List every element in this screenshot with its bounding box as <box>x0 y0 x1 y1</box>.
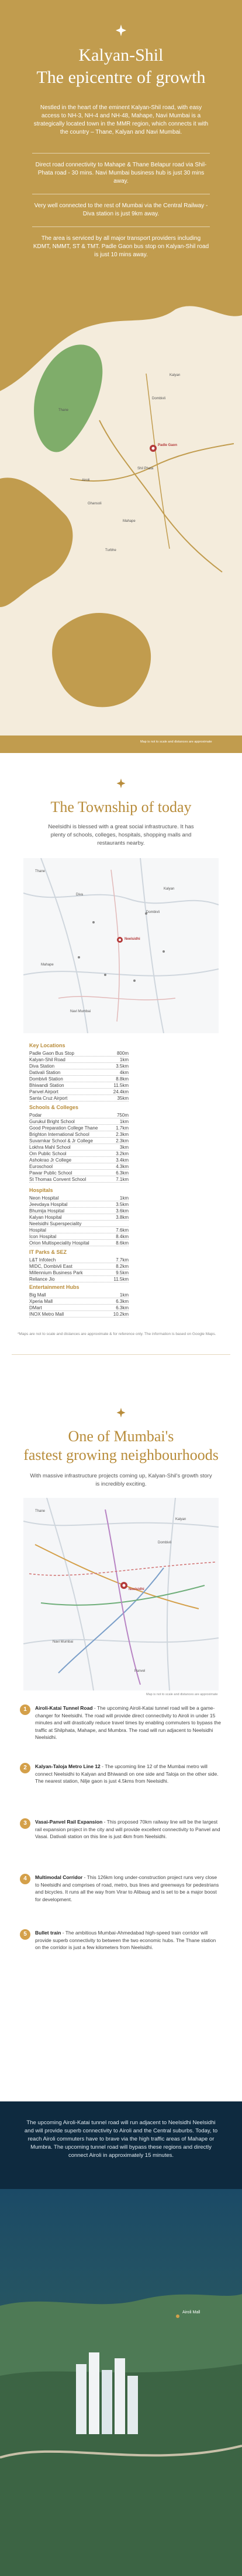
list-item-name: Good Preparation College Thane <box>29 1125 99 1131</box>
list-item <box>29 1264 129 1269</box>
list-item-value: 1km <box>118 1292 129 1298</box>
growth-item-title: Vasai-Panvel Rail Expansion <box>35 1819 103 1825</box>
list-item-value: 10.2km <box>112 1312 129 1317</box>
growth-item-text: - The upcoming line 12 of the Mumbai metro will connect Neelsidhi to Kalyan and Bhiwandi on one side and Taloja on the other side. The nearest station, Nilje gaon is just 4.5kms from Neelsidhi. <box>35 1763 219 1784</box>
list-item-name: Hospital <box>29 1228 48 1233</box>
list-item-value: 3.5km <box>114 1202 129 1207</box>
list-item-name: Lokhra Mahl School <box>29 1145 72 1150</box>
list-item <box>29 1234 129 1239</box>
key-locations-heading: Key Locations <box>29 1043 65 1048</box>
list-item-name: Pawar Public School <box>29 1170 74 1176</box>
t-map-diva: Diva <box>76 893 84 897</box>
leader-dots <box>29 1226 129 1227</box>
list-item-value: 11.5km <box>112 1083 129 1088</box>
list-item-name: St Thomas Convent School <box>29 1177 88 1182</box>
list-item-value: 1.7km <box>114 1125 129 1131</box>
leader-dots <box>29 1310 129 1311</box>
list-item <box>29 1277 129 1282</box>
list-item-name: Orion Multispeciality Hospital <box>29 1240 91 1246</box>
growth-item-text: - This 126km long under-construction project runs very close to Neelsidhi and comprises of road, metro, bus lines and greenways for pedestrians and bicycles. It runs all the way from Virar to Alibaug and is set to be a major boost for development. <box>35 1874 219 1902</box>
list-item-value: 2.3km <box>114 1138 129 1144</box>
logo-icon <box>115 1407 127 1418</box>
list-item <box>29 1299 129 1304</box>
list-item-name: Kalyan Hospital <box>29 1215 64 1220</box>
map-label-airoli: Airoli <box>82 479 90 482</box>
growth-item-text: - This proposed 70km railway line will be the largest rail expansion project in the city and will provide excellent connectivity to Panvel and Vasai. Dativali station on this line is just 4km from Neelsidhi. <box>35 1819 220 1839</box>
list-item-name: Panvel Airport <box>29 1089 60 1094</box>
list-item-name: Gurukul Bright School <box>29 1119 77 1124</box>
list-item-value: 8.2km <box>114 1264 129 1269</box>
list-item-name: Neelsidhi Superspeciality <box>29 1221 83 1226</box>
hero-intro: Nestled in the heart of the eminent Kalyan-Shil road, with easy access to NH-3, NH-4 and NH-48, Mahape, Navi Mumbai is a strategically located town in the MMR region, which connects it with the country – Thane, Kalyan and Navi Mumbai. <box>33 104 209 135</box>
list-item-name: L&T Infotech <box>29 1257 57 1263</box>
list-item <box>29 1270 129 1275</box>
divider <box>32 226 210 227</box>
t-map-mahape: Mahape <box>41 963 54 967</box>
growth-map-note: Map is not to scale and distances are approximate <box>146 1693 218 1696</box>
township-title: The Township of today <box>50 799 192 815</box>
list-item-value: 800m <box>115 1051 129 1056</box>
leader-dots <box>29 1304 129 1305</box>
list-item <box>29 1119 129 1124</box>
map-label-shil: Shil Phata <box>137 467 154 470</box>
growth-item-text: - The ambitious Mumbai-Ahmedabad high-speed train corridor will provide superb connectivity to between the two economic hubs. The Thane station on the corridor is just a few kilometers from Neelsidhi. <box>35 1930 216 1950</box>
g-map-neelsidhi: Neelsidhi <box>129 1588 144 1591</box>
leader-dots <box>29 1062 129 1063</box>
map-label-turbhe: Turbhe <box>105 549 116 552</box>
map-label-dombivli: Dombivli <box>152 397 166 400</box>
growth-map <box>23 1498 219 1690</box>
list-item <box>29 1151 129 1156</box>
item-number-badge: 4 <box>20 1874 30 1884</box>
list-item-value: 6.3km <box>114 1305 129 1310</box>
hero-subtitle: The epicentre of growth <box>36 68 206 87</box>
list-item-value: 750m <box>115 1113 129 1118</box>
leader-dots <box>29 1094 129 1095</box>
list-item <box>29 1202 129 1207</box>
item-number-badge: 5 <box>20 1929 30 1940</box>
list-item-name: Millennium Business Park <box>29 1270 85 1275</box>
g-map-panvel: Panvel <box>134 1669 146 1673</box>
list-item-name: Suvarnkar School & Jr College <box>29 1138 95 1144</box>
list-item-name: Dombivli Station <box>29 1076 65 1082</box>
list-item <box>29 1070 129 1075</box>
list-item <box>29 1051 129 1056</box>
list-item <box>29 1240 129 1246</box>
list-item-name: Xperia Mall <box>29 1299 54 1304</box>
leader-dots <box>29 1182 129 1183</box>
leader-dots <box>29 1056 129 1057</box>
list-item-name: Icon Hospital <box>29 1234 58 1239</box>
t-map-thane: Thane <box>35 870 46 873</box>
growth-item-title: Kalyan-Taloja Metro Line 12 <box>35 1763 101 1769</box>
growth-title-2: fastest growing neighbourhoods <box>23 1446 219 1463</box>
hero-transport: The area is serviced by all major transport providers including KDMT, NMMT, ST & TMT. Padle Gaon bus stop on Kalyan-Shil road is just 10 mins away. <box>33 235 209 258</box>
footer-label: Airoli Mall <box>182 2310 200 2314</box>
list-item <box>29 1305 129 1310</box>
item-number-badge: 3 <box>20 1818 30 1829</box>
list-item <box>29 1057 129 1062</box>
township-intro: Neelsidhi is blessed with a great social infrastructure. It has plenty of schools, colleges, hospitals, shopping malls and restaurants nearby. <box>48 824 194 846</box>
growth-item <box>35 1763 222 1785</box>
list-item <box>29 1089 129 1094</box>
list-item-value: 8.4km <box>114 1234 129 1239</box>
g-map-thane: Thane <box>35 1510 46 1513</box>
hero-rail: Very well connected to the rest of Mumbai via the Central Railway - Diva station is just 9km away. <box>34 203 208 217</box>
t-map-neelsidhi: Neelsidhi <box>125 937 140 941</box>
list-item-value: 6.3km <box>114 1170 129 1176</box>
logo-icon <box>114 23 128 37</box>
list-item-value: 2.3km <box>114 1132 129 1137</box>
list-item <box>29 1145 129 1150</box>
hero-road: Direct road connectivity to Mahape & Thane Belapur road via Shil-Phata road - 30 mins. Navi Mumbai business hub is just 30 mins away. <box>35 162 207 184</box>
growth-item <box>35 1704 222 1741</box>
township-note: *Maps are not to scale and distances are approximate & for reference only. The information is based on Google Maps. <box>18 1332 216 1336</box>
map-label-padle: Padle Gaon <box>158 444 178 447</box>
list-item-name: Bhumija Hospital <box>29 1208 66 1214</box>
list-item-value: 6.3km <box>114 1299 129 1304</box>
hospitals-heading: Hospitals <box>29 1187 53 1193</box>
schools-heading: Schools & Colleges <box>29 1104 79 1110</box>
list-item <box>29 1083 129 1088</box>
leader-dots <box>29 1275 129 1276</box>
growth-item-title: Airoli-Katai Tunnel Road <box>35 1705 93 1711</box>
g-map-dombivli: Dombivli <box>158 1541 172 1545</box>
map-label-mahape: Mahape <box>123 520 136 523</box>
t-map-dombivli: Dombivli <box>146 911 160 914</box>
leader-dots <box>29 1124 129 1125</box>
list-item <box>29 1221 129 1226</box>
list-item-value: 1km <box>118 1057 129 1062</box>
map-label-thane: Thane <box>58 409 69 412</box>
g-map-kalyan: Kalyan <box>175 1518 186 1521</box>
list-item-name: Reliance Jio <box>29 1277 57 1282</box>
growth-item <box>35 1874 222 1903</box>
list-item <box>29 1164 129 1169</box>
list-item-name: Neon Hospital <box>29 1195 60 1201</box>
footer-text: The upcoming Airoli-Katai tunnel road will run adjacent to Neelsidhi Neelsidhi and will provide superb connectivity to Airoli and the Central suburbs. Today, to reach Airoli commuters have to brave via the high traffic areas of Mahape or Mumbra. The upcoming tunnel road will bypass these regions and directly connect Airoli in approximately 15 minutes. <box>24 2120 218 2159</box>
leader-dots <box>29 1088 129 1089</box>
growth-intro: With massive infrastructure projects coming up, Kalyan-Shil's growth story is incredibly exciting. <box>30 1473 212 1487</box>
list-item-name: Jeevdaya Hospital <box>29 1202 69 1207</box>
list-item <box>29 1158 129 1163</box>
item-number-badge: 1 <box>20 1704 30 1715</box>
list-item-name: Santa Cruz Airport <box>29 1096 69 1101</box>
list-item-name: Padle Gaon Bus Stop <box>29 1051 76 1056</box>
footer-section <box>0 2101 242 2576</box>
growth-section <box>0 1395 242 2101</box>
aerial-illustration <box>0 2189 242 2576</box>
g-map-navi: Navi Mumbai <box>53 1640 74 1644</box>
hero-title: Kalyan-Shil <box>78 46 164 65</box>
list-item <box>29 1064 129 1069</box>
leader-dots <box>29 1137 129 1138</box>
list-item-value: 9.5km <box>114 1270 129 1275</box>
growth-title-1: One of Mumbai's <box>68 1428 174 1445</box>
list-item <box>29 1292 129 1298</box>
t-map-navi: Navi Mumbai <box>70 1010 91 1013</box>
list-item-value: 24.4km <box>112 1089 129 1094</box>
list-item <box>29 1170 129 1176</box>
list-item <box>29 1132 129 1137</box>
list-item-value: 7.6km <box>114 1228 129 1233</box>
list-item-value: 3km <box>118 1145 129 1150</box>
township-section <box>0 753 242 1395</box>
list-item-value: 8.8km <box>114 1076 129 1082</box>
list-item-name: Om Public School <box>29 1151 68 1156</box>
hero-map <box>0 304 242 735</box>
list-item-name: Diva Station <box>29 1064 56 1069</box>
list-item-value: 3.8km <box>114 1215 129 1220</box>
list-item-name: Ashokrao Jr College <box>29 1158 73 1163</box>
list-item-value: 4.3km <box>114 1164 129 1169</box>
growth-item <box>35 1818 222 1841</box>
leader-dots <box>29 1269 129 1270</box>
list-item-name: INOX Metro Mall <box>29 1312 65 1317</box>
list-item-value: 3.2km <box>114 1151 129 1156</box>
list-item <box>29 1138 129 1144</box>
list-item-name: Kalyan-Shil Road <box>29 1057 67 1062</box>
t-map-kalyan: Kalyan <box>164 887 175 891</box>
leader-dots <box>29 1156 129 1157</box>
growth-item-title: Multimodal Corridor <box>35 1874 83 1880</box>
list-item-name: Bhiwandi Station <box>29 1083 66 1088</box>
list-item-name: Brighton International School <box>29 1132 91 1137</box>
list-item-name: Podar <box>29 1113 43 1118</box>
list-item <box>29 1257 129 1263</box>
leader-dots <box>29 1150 129 1151</box>
list-item <box>29 1076 129 1082</box>
list-item <box>29 1312 129 1317</box>
leader-dots <box>29 1169 129 1170</box>
list-item-name: DMart <box>29 1305 44 1310</box>
township-map <box>23 858 219 1033</box>
list-item <box>29 1177 129 1182</box>
map-note: Map is not to scale and distances are approximate <box>140 740 212 744</box>
list-item <box>29 1215 129 1220</box>
divider <box>32 153 210 154</box>
entertainment-heading: Entertainment Hubs <box>29 1284 79 1290</box>
map-label-ghansoli: Ghansoli <box>88 502 102 506</box>
list-item-value: 7.7km <box>114 1257 129 1263</box>
list-item-value: 3.4km <box>114 1158 129 1163</box>
hero-section <box>0 0 242 753</box>
list-item-name: Big Mall <box>29 1292 47 1298</box>
list-item-value: 8.6km <box>114 1240 129 1246</box>
list-item-value: 1km <box>118 1195 129 1201</box>
list-item <box>29 1208 129 1214</box>
list-item-value: 1km <box>118 1119 129 1124</box>
list-item <box>29 1228 129 1233</box>
growth-item-text: - The upcoming Airoli-Katai tunnel road will be a game-changer for Neelsidhi. The road will provide direct connectivity to Airoli in under 15 minutes and will drastically reduce travel times by enabling commuters to bypass the traffic at Shilphata, Mahape, and Mumbra. The road will run adjacent to Neelsidhi Neelsidhi. <box>35 1705 221 1740</box>
list-item-value: 7.1km <box>114 1177 129 1182</box>
list-item-value: 35km <box>115 1096 129 1101</box>
list-item-name: MIDC, Dombivli East <box>29 1264 74 1269</box>
growth-item <box>35 1929 222 1951</box>
leader-dots <box>29 1220 129 1221</box>
list-item <box>29 1113 129 1118</box>
list-item <box>29 1195 129 1201</box>
list-item-value: 3.6km <box>114 1208 129 1214</box>
growth-item-title: Bullet train <box>35 1930 61 1936</box>
list-item-value: 11.5km <box>112 1277 129 1282</box>
list-item-name: Euroschool <box>29 1164 54 1169</box>
it-parks-heading: IT Parks & SEZ <box>29 1249 67 1255</box>
item-number-badge: 2 <box>20 1763 30 1773</box>
leader-dots <box>29 1075 129 1076</box>
logo-icon <box>115 778 127 789</box>
leader-dots <box>29 1207 129 1208</box>
leader-dots <box>29 1239 129 1240</box>
list-item-value: 4km <box>118 1070 129 1075</box>
divider <box>12 1354 230 1355</box>
list-item-name: Dativali Station <box>29 1070 62 1075</box>
map-label-kalyan: Kalyan <box>170 374 181 377</box>
list-item <box>29 1125 129 1131</box>
list-item-value: 3.5km <box>114 1064 129 1069</box>
list-item <box>29 1096 129 1101</box>
